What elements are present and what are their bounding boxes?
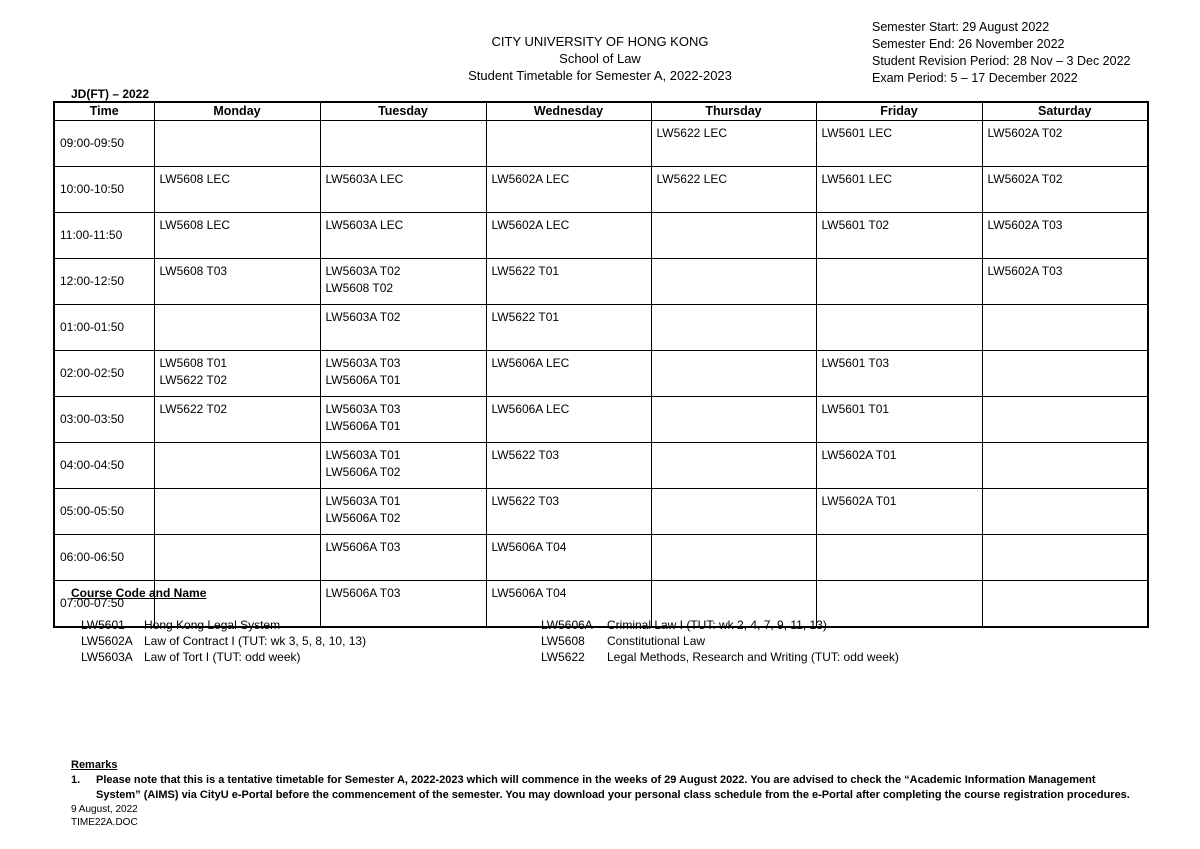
semester-start: Semester Start: 29 August 2022 bbox=[872, 20, 1050, 34]
course-item bbox=[81, 633, 366, 649]
header-thursday: Thursday bbox=[651, 102, 816, 121]
class-entry: LW5602A T02 bbox=[987, 172, 1063, 186]
class-entry: LW5602A T01 bbox=[821, 494, 897, 508]
class-entry: LW5601 T01 bbox=[821, 402, 890, 416]
revision-period: Student Revision Period: 28 Nov – 3 Dec 2022 bbox=[872, 54, 1131, 68]
remarks-title: Remarks bbox=[71, 759, 118, 771]
class-entry: LW5602A T03 bbox=[987, 218, 1063, 232]
class-entry: LW5606A T03 bbox=[325, 540, 401, 554]
school-name: School of Law bbox=[559, 51, 641, 66]
class-cell-tuesday bbox=[320, 305, 486, 351]
class-entry: LW5622 T03 bbox=[491, 448, 560, 462]
class-cell-thursday bbox=[651, 305, 816, 351]
header-monday: Monday bbox=[154, 102, 320, 121]
class-cell-wednesday bbox=[486, 167, 651, 213]
class-cell-thursday bbox=[651, 351, 816, 397]
class-cell-friday bbox=[816, 259, 982, 305]
course-item bbox=[541, 649, 899, 665]
class-entry: LW5606A T03 bbox=[325, 586, 401, 600]
time-slot-cell: 11:00-11:50 bbox=[54, 213, 154, 259]
class-cell-wednesday bbox=[486, 259, 651, 305]
class-cell-monday bbox=[154, 443, 320, 489]
class-entry: LW5608 T02 bbox=[325, 281, 394, 295]
class-entry: LW5603A T03 bbox=[325, 356, 401, 370]
class-entry: LW5602A T02 bbox=[987, 126, 1063, 140]
class-entry: LW5608 T01 bbox=[159, 356, 228, 370]
class-cell-saturday bbox=[982, 535, 1148, 581]
class-cell-friday bbox=[816, 351, 982, 397]
class-cell-monday bbox=[154, 305, 320, 351]
course-code: LW5603A bbox=[81, 650, 133, 664]
time-slot-cell: 06:00-06:50 bbox=[54, 535, 154, 581]
table-row bbox=[54, 305, 1148, 351]
class-cell-monday bbox=[154, 351, 320, 397]
class-cell-tuesday bbox=[320, 397, 486, 443]
class-cell-tuesday bbox=[320, 121, 486, 167]
class-cell-saturday bbox=[982, 581, 1148, 628]
class-entry: LW5603A T01 bbox=[325, 494, 401, 508]
timetable-body bbox=[54, 121, 1148, 628]
class-cell-wednesday bbox=[486, 213, 651, 259]
class-entry: LW5606A T02 bbox=[325, 465, 401, 479]
course-item bbox=[81, 617, 366, 633]
class-entry: LW5606A T02 bbox=[325, 511, 401, 525]
semester-info bbox=[872, 19, 1131, 87]
class-cell-wednesday bbox=[486, 489, 651, 535]
course-list-right bbox=[541, 617, 899, 665]
class-cell-monday bbox=[154, 535, 320, 581]
course-name: Law of Contract I (TUT: wk 3, 5, 8, 10, 13) bbox=[144, 634, 367, 648]
table-row bbox=[54, 121, 1148, 167]
class-cell-monday bbox=[154, 213, 320, 259]
class-entry: LW5606A T01 bbox=[325, 373, 401, 387]
footer-filename: TIME22A.DOC bbox=[71, 817, 138, 828]
table-row bbox=[54, 535, 1148, 581]
header-saturday: Saturday bbox=[982, 102, 1148, 121]
remark-number: 1. bbox=[71, 774, 81, 786]
class-entry: LW5601 T02 bbox=[821, 218, 890, 232]
class-entry: LW5606A T01 bbox=[325, 419, 401, 433]
course-name: Criminal Law I (TUT: wk 2, 4, 7, 9, 11, 13) bbox=[607, 618, 827, 632]
document-header bbox=[420, 33, 780, 84]
class-entry: LW5606A LEC bbox=[491, 356, 570, 370]
exam-period: Exam Period: 5 – 17 December 2022 bbox=[872, 71, 1078, 85]
course-item bbox=[541, 617, 899, 633]
class-cell-thursday bbox=[651, 213, 816, 259]
header-tuesday: Tuesday bbox=[320, 102, 486, 121]
table-row bbox=[54, 213, 1148, 259]
class-entry: LW5601 LEC bbox=[821, 172, 892, 186]
course-item bbox=[541, 633, 899, 649]
class-cell-wednesday bbox=[486, 121, 651, 167]
time-slot-cell: 02:00-02:50 bbox=[54, 351, 154, 397]
time-slot-cell: 07:00-07:50 bbox=[54, 581, 154, 628]
class-entry: LW5602A LEC bbox=[491, 172, 570, 186]
remark-item bbox=[71, 773, 1141, 803]
class-cell-thursday bbox=[651, 167, 816, 213]
class-cell-saturday bbox=[982, 121, 1148, 167]
table-row bbox=[54, 397, 1148, 443]
class-entry: LW5606A T04 bbox=[491, 540, 567, 554]
remark-text: Please note that this is a tentative timetable for Semester A, 2022-2023 which will commence in the weeks of 29 August 2022. You are advised to check the “Academic Information Management System” (AIMS) via CityU e-Portal before the commencement of the semester. You may download your personal class schedule from the e-Portal after completing the course registration procedures. bbox=[96, 774, 1130, 801]
class-entry: LW5622 T01 bbox=[491, 264, 560, 278]
class-cell-thursday bbox=[651, 489, 816, 535]
class-entry: LW5606A T04 bbox=[491, 586, 567, 600]
timetable bbox=[53, 101, 1149, 628]
header-time: Time bbox=[54, 102, 154, 121]
class-cell-saturday bbox=[982, 489, 1148, 535]
class-entry: LW5603A LEC bbox=[325, 172, 404, 186]
class-entry: LW5603A T02 bbox=[325, 264, 401, 278]
class-cell-wednesday bbox=[486, 305, 651, 351]
class-cell-monday bbox=[154, 397, 320, 443]
course-name: Hong Kong Legal System bbox=[144, 618, 281, 632]
course-name: Law of Tort I (TUT: odd week) bbox=[144, 650, 301, 664]
class-cell-saturday bbox=[982, 351, 1148, 397]
time-slot-cell: 03:00-03:50 bbox=[54, 397, 154, 443]
class-entry: LW5622 T03 bbox=[491, 494, 560, 508]
class-cell-tuesday bbox=[320, 443, 486, 489]
class-cell-friday bbox=[816, 121, 982, 167]
table-row bbox=[54, 489, 1148, 535]
footer-date: 9 August, 2022 bbox=[71, 804, 138, 815]
course-section-title: Course Code and Name bbox=[71, 586, 207, 600]
course-code: LW5601 bbox=[81, 618, 125, 632]
header-wednesday: Wednesday bbox=[486, 102, 651, 121]
class-cell-friday bbox=[816, 535, 982, 581]
semester-end: Semester End: 26 November 2022 bbox=[872, 37, 1065, 51]
class-cell-tuesday bbox=[320, 213, 486, 259]
class-cell-friday bbox=[816, 213, 982, 259]
table-row bbox=[54, 351, 1148, 397]
class-cell-saturday bbox=[982, 305, 1148, 351]
class-cell-saturday bbox=[982, 213, 1148, 259]
class-entry: LW5608 LEC bbox=[159, 218, 230, 232]
class-entry: LW5603A T02 bbox=[325, 310, 401, 324]
course-name: Constitutional Law bbox=[607, 634, 706, 648]
header-friday: Friday bbox=[816, 102, 982, 121]
class-cell-thursday bbox=[651, 535, 816, 581]
class-cell-tuesday bbox=[320, 489, 486, 535]
time-slot-cell: 09:00-09:50 bbox=[54, 121, 154, 167]
class-entry: LW5601 LEC bbox=[821, 126, 892, 140]
class-entry: LW5622 T02 bbox=[159, 402, 228, 416]
course-code: LW5608 bbox=[541, 634, 585, 648]
class-cell-saturday bbox=[982, 397, 1148, 443]
time-slot-cell: 10:00-10:50 bbox=[54, 167, 154, 213]
class-entry: LW5603A T03 bbox=[325, 402, 401, 416]
course-item bbox=[81, 649, 366, 665]
class-entry: LW5622 LEC bbox=[656, 172, 727, 186]
class-cell-friday bbox=[816, 443, 982, 489]
program-label: JD(FT) – 2022 bbox=[71, 87, 150, 101]
table-row bbox=[54, 259, 1148, 305]
class-cell-thursday bbox=[651, 443, 816, 489]
class-cell-monday bbox=[154, 259, 320, 305]
class-cell-monday bbox=[154, 121, 320, 167]
class-cell-wednesday bbox=[486, 535, 651, 581]
class-cell-saturday bbox=[982, 167, 1148, 213]
class-cell-friday bbox=[816, 167, 982, 213]
class-cell-tuesday bbox=[320, 351, 486, 397]
timetable-header-row bbox=[54, 102, 1148, 121]
time-slot-cell: 12:00-12:50 bbox=[54, 259, 154, 305]
course-code: LW5622 bbox=[541, 650, 585, 664]
table-row bbox=[54, 167, 1148, 213]
class-entry: LW5603A T01 bbox=[325, 448, 401, 462]
class-entry: LW5622 T01 bbox=[491, 310, 560, 324]
time-slot-cell: 01:00-01:50 bbox=[54, 305, 154, 351]
class-cell-thursday bbox=[651, 397, 816, 443]
table-row bbox=[54, 443, 1148, 489]
class-entry: LW5603A LEC bbox=[325, 218, 404, 232]
class-cell-wednesday bbox=[486, 351, 651, 397]
class-entry: LW5601 T03 bbox=[821, 356, 890, 370]
class-entry: LW5622 T02 bbox=[159, 373, 228, 387]
class-cell-saturday bbox=[982, 443, 1148, 489]
class-entry: LW5606A LEC bbox=[491, 402, 570, 416]
class-cell-saturday bbox=[982, 259, 1148, 305]
class-cell-friday bbox=[816, 489, 982, 535]
class-cell-monday bbox=[154, 489, 320, 535]
class-cell-friday bbox=[816, 397, 982, 443]
class-entry: LW5608 LEC bbox=[159, 172, 230, 186]
class-cell-thursday bbox=[651, 259, 816, 305]
class-cell-wednesday bbox=[486, 397, 651, 443]
class-cell-thursday bbox=[651, 121, 816, 167]
class-cell-friday bbox=[816, 305, 982, 351]
timetable-subtitle: Student Timetable for Semester A, 2022-2023 bbox=[468, 68, 732, 83]
course-name: Legal Methods, Research and Writing (TUT: odd week) bbox=[607, 650, 899, 664]
course-code: LW5606A bbox=[541, 618, 593, 632]
class-cell-tuesday bbox=[320, 167, 486, 213]
course-list-left bbox=[81, 617, 366, 665]
class-entry: LW5608 T03 bbox=[159, 264, 228, 278]
time-slot-cell: 04:00-04:50 bbox=[54, 443, 154, 489]
class-cell-tuesday bbox=[320, 259, 486, 305]
class-entry: LW5602A LEC bbox=[491, 218, 570, 232]
class-entry: LW5602A T03 bbox=[987, 264, 1063, 278]
time-slot-cell: 05:00-05:50 bbox=[54, 489, 154, 535]
class-entry: LW5602A T01 bbox=[821, 448, 897, 462]
university-name: CITY UNIVERSITY OF HONG KONG bbox=[491, 34, 709, 49]
class-entry: LW5622 LEC bbox=[656, 126, 727, 140]
class-cell-tuesday bbox=[320, 535, 486, 581]
footer bbox=[71, 803, 138, 829]
class-cell-monday bbox=[154, 167, 320, 213]
class-cell-wednesday bbox=[486, 443, 651, 489]
course-code: LW5602A bbox=[81, 634, 133, 648]
